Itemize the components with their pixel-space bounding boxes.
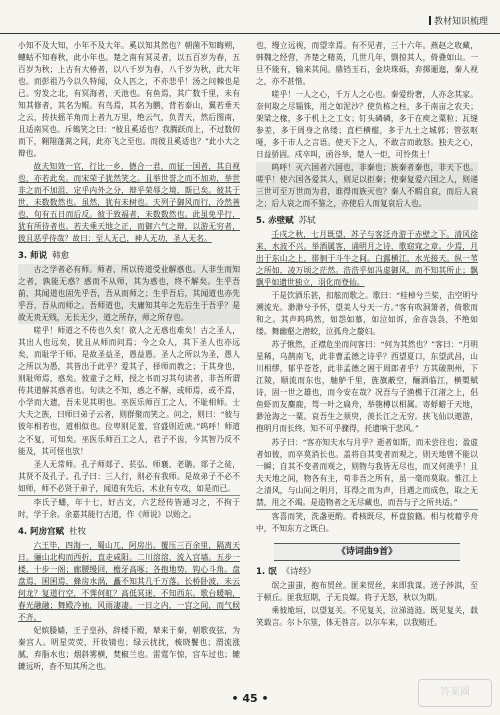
paragraph: 客喜而笑，洗盏更酌。肴核既尽，杯盘狼籍。相与枕藉乎舟中，不知东方之既白。: [256, 511, 478, 533]
section-heading: [256, 215, 478, 227]
paragraph: 圣人无常师。孔子师郯子、苌弘、师襄、老聃。郯子之徒，其贤不及孔子。孔子曰：三人行，则必有我师。是故弟子不必不如师，师不必贤于弟子，闻道有先后，术业有专攻，如是而已。: [18, 459, 240, 496]
section-heading: [18, 526, 240, 538]
section-title: 4. 阿房宫赋: [18, 526, 65, 537]
section-author: 苏轼: [298, 216, 316, 227]
paragraph: 于是饮酒乐甚，扣舷而歌之。歌曰：“桂棹兮兰桨，击空明兮溯流光。渺渺兮予怀，望美人兮天一方。”客有吹洞箫者，倚歌而和之。其声呜呜然，如怨如慕，如泣如诉，余音袅袅，不绝如缕。舞幽壑之潜蛟，泣孤舟之嫠妇。: [256, 291, 478, 337]
section-title: 3. 师说: [18, 251, 48, 262]
running-header: [429, 14, 488, 27]
paragraph: 李氏子蟠，年十七，好古文，六艺经传皆通习之，不拘于时，学于余。余嘉其能行古道，作《师说》以贻之。: [18, 497, 240, 519]
paragraph: 嗟乎！一人之心，千万人之心也。秦爱纷奢，人亦念其家。奈何取之尽锱铢，用之如泥沙？使负栋之柱，多于南亩之农夫；架梁之椽，多于机上之工女；钉头磷磷，多于在庾之粟粒；瓦缝参差，多于周身之帛缕；直栏横槛，多于九土之城郭；管弦呕哑，多于市人之言语。使天下之人，不敢言而敢怒。独夫之心，日益骄固。戍卒叫，函谷举，楚人一炬，可怜焦土！: [256, 90, 478, 160]
section-author: 杜牧: [69, 526, 87, 537]
header-title: 教材知识梳理: [433, 17, 488, 27]
paragraph: 氓之蚩蚩，抱布贸丝。匪来贸丝，来即我谋。送子涉淇，至于顿丘。匪我愆期，子无良媒。将子无怒，秋以为期。: [256, 580, 478, 602]
paragraph: 小知不及大知，小年不及大年。奚以知其然也？朝菌不知晦朔，蟪蛄不知春秋，此小年也。楚之南有冥灵者，以五百岁为春，五百岁为秋；上古有大椿者，以八千岁为春，八千岁为秋，此大年也。而彭祖乃今以久特闻，众人匹之，不亦悲乎！汤之问棘也是已。穷发之北，有冥海者，天池也。有鱼焉，其广数千里，未有知其修者，其名为鲲。有鸟焉，其名为鹏，背若泰山，翼若垂天之云，抟扶摇羊角而上者九万里，绝云气，负青天，然后图南，且适南冥也。斥鴳笑之曰：“彼且奚适也？我腾跃而上，不过数仞而下，翱翔蓬蒿之间，此亦飞之至也。而彼且奚适也？”此小大之辩也。: [18, 41, 240, 159]
paragraph: 嗟乎！师道之不传也久矣！欲人之无惑也难矣！古之圣人，其出人也远矣，犹且从师而问焉；今之众人，其下圣人也亦远矣，而耻学于师。是故圣益圣，愚益愚。圣人之所以为圣，愚人之所以为愚，其皆出于此乎？爱其子，择师而教之；于其身也，则耻师焉，惑矣。彼童子之师，授之书而习其句读者，非吾所谓传其道解其惑者也。句读之不知，惑之不解，或师焉，或不焉，小学而大遗，吾未见其明也。巫医乐师百工之人，不耻相师。士大夫之族，曰师曰弟子云者，则群聚而笑之。问之，则曰：“彼与彼年相若也，道相似也。位卑则足羞，官盛则近谀。”呜呼！师道之不复，可知矣。巫医乐师百工之人，君子不齿，今其智乃反不能及，其可怪也欤！: [18, 326, 240, 456]
left-column: [18, 40, 240, 674]
section-author: 韩愈: [52, 251, 70, 262]
section-title: 1. 氓: [256, 566, 277, 577]
paragraph: 六王毕，四海一，蜀山兀，阿房出。覆压三百余里，隔离天日。骊山北构而西折，直走咸阳。二川溶溶，流入宫墙。五步一楼，十步一阁；廊腰缦回，檐牙高啄；各抱地势，钩心斗角。盘盘焉，囷囷焉，蜂房水涡，矗不知其几千万落。长桥卧波，未云何龙？复道行空，不霁何虹？高低冥迷，不知西东。歌台暖响，春光融融；舞殿冷袖，风雨凄凄。一日之内，一宫之间，而气候不齐。: [18, 540, 240, 622]
paragraph: 也，缦立远视，而望幸焉。有不见者，三十六年。燕赵之收藏，韩魏之经营，齐楚之精英，几世几年，剽掠其人，倚叠如山。一旦不能有，输来其间。鼎铛玉石，金块珠砾，弃掷逦迤，秦人视之，亦不甚惜。: [256, 41, 478, 87]
paragraph: 壬戌之秋，七月既望，苏子与客泛舟游于赤壁之下。清风徐来，水波不兴。举酒属客，诵明月之诗，歌窈窕之章。少焉，月出于东山之上，徘徊于斗牛之间。白露横江，水光接天。纵一苇之所如，凌万顷之茫然。浩浩乎如冯虚御风，而不知其所止；飘飘乎如遗世独立，羽化而登仙。: [256, 230, 478, 288]
watermark-logo: 答案圈: [418, 679, 492, 707]
section-heading: [18, 250, 240, 262]
paragraph: 苏子愀然，正襟危坐而问客曰：“何为其然也？”客曰：“月明星稀，乌鹊南飞，此非曹孟德之诗乎？西望夏口，东望武昌，山川相缪，郁乎苍苍，此非孟德之困于周郎者乎？方其破荆州，下江陵，顺流而东也，舳舻千里，旌旗蔽空，酾酒临江，横槊赋诗，固一世之雄也，而今安在哉？况吾与子渔樵于江渚之上，侣鱼虾而友麋鹿，驾一叶之扁舟，举匏樽以相属。寄蜉蝣于天地，渺沧海之一粟。哀吾生之须臾，羡长江之无穷。挟飞仙以遨游，抱明月而长终。知不可乎骤得，托遗响于悲风。”: [256, 340, 478, 434]
header-rule: [0, 33, 500, 34]
paragraph: 苏子曰：“客亦知夫水与月乎？逝者如斯，而未尝往也；盈虚者如彼，而卒莫消长也。盖将自其变者而观之，则天地曾不能以一瞬；自其不变者而观之，则物与我皆无尽也，而又何羡乎！且夫天地之间，物各有主，苟非吾之所有，虽一毫而莫取。惟江上之清风，与山间之明月，耳得之而为声，目遇之而成色，取之无禁，用之不竭。是造物者之无尽藏也，而吾与子之所共适。”: [256, 437, 478, 510]
paragraph: 故夫知效一官，行比一乡，德合一君，而征一国者，其自视也，亦若此矣。而宋荣子犹然笑之。且举世誉之而不加劝，举世非之而不加沮，定乎内外之分，辩乎荣辱之境，斯已矣。彼其于世，未数数然也。虽然，犹有未树也。夫列子御风而行，泠然善也，旬有五日而后反。彼于致福者，未数数然也。此虽免乎行，犹有所待者也。若夫乘天地之正，而御六气之辩，以游无穷者，彼且恶乎待哉？故曰：至人无己，神人无功，圣人无名。: [18, 162, 240, 244]
section-banner: 《诗词曲9首》: [274, 543, 460, 561]
right-column: [256, 40, 478, 630]
paragraph: 妃嫔媵嫱，王子皇孙，辞楼下殿，辇来于秦，朝歌夜弦，为秦宫人。明星荧荧，开妆镜也；绿云扰扰，梳晓鬟也；渭流涨腻，弃脂水也；烟斜雾横，焚椒兰也。雷霆乍惊，宫车过也；辘辘远听，杳不知其所之也。: [18, 625, 240, 671]
header-bar-mark: [429, 16, 431, 25]
page-number: • 45 •: [231, 692, 269, 705]
section-author: 《诗经》: [281, 566, 316, 577]
paragraph: 呜呼！灭六国者六国也，非秦也；族秦者秦也，非天下也。嗟乎！使六国各爱其人，则足以拒秦；使秦复爱六国之人，则递三世可至万世而为君，谁得而族灭也？秦人不暇自哀，而后人哀之；后人哀之而不鉴之，亦使后人而复哀后人也。: [256, 162, 478, 210]
paragraph: 古之学者必有师。师者，所以传道受业解惑也。人非生而知之者，孰能无惑？惑而不从师，其为惑也，终不解矣。生乎吾前，其闻道也固先乎吾，吾从而师之；生乎吾后，其闻道也亦先乎吾，吾从而师之。吾师道也，夫庸知其年之先后生于吾乎？是故无贵无贱，无长无少，道之所存，师之所存也。: [18, 264, 240, 324]
paragraph: 乘彼垝垣，以望复关。不见复关，泣涕涟涟。既见复关，载笑载言。尔卜尔筮，体无咎言。以尔车来，以我贿迁。: [256, 605, 478, 627]
section-title: 5. 赤壁赋: [256, 216, 294, 227]
section-heading: [256, 566, 478, 578]
